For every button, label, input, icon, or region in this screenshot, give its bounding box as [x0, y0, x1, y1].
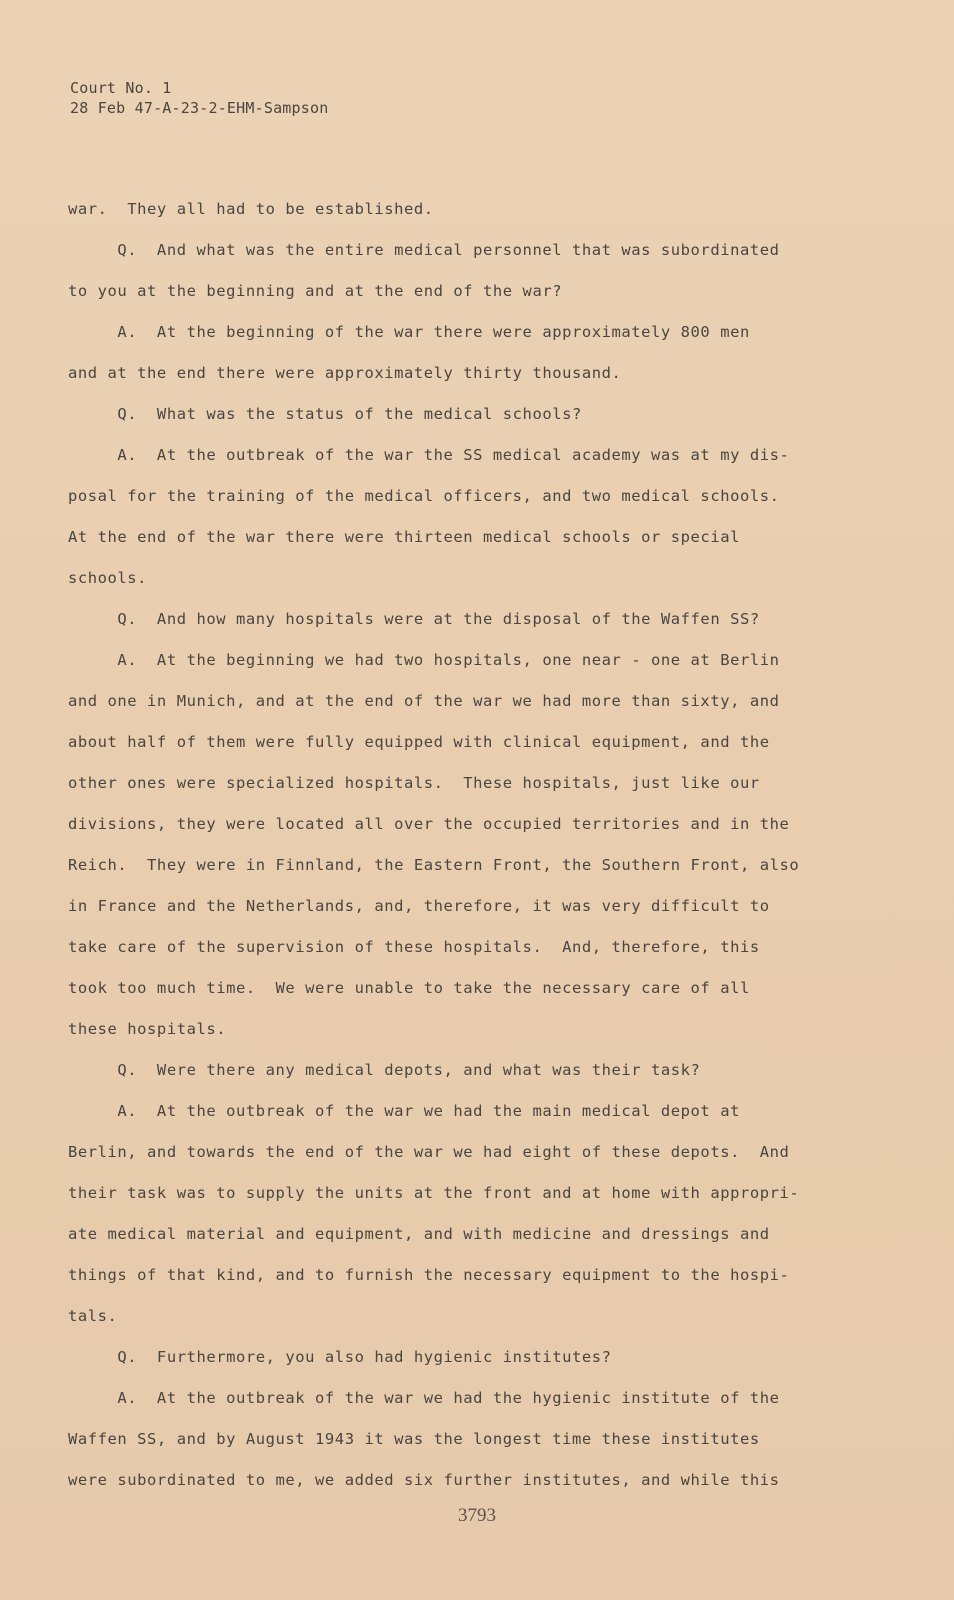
transcript-line: things of that kind, and to furnish the necessary equipment to the hospi-	[68, 1266, 790, 1284]
transcript-line: and at the end there were approximately thirty thousand.	[68, 364, 622, 382]
transcript-line: A. At the outbreak of the war the SS medical academy was at my dis-	[68, 446, 790, 464]
transcript-line: A. At the beginning we had two hospitals, one near - one at Berlin	[68, 651, 780, 669]
transcript-line: Berlin, and towards the end of the war we had eight of these depots. And	[68, 1143, 790, 1161]
transcript-line: about half of them were fully equipped with clinical equipment, and the	[68, 733, 770, 751]
transcript-line: Q. Furthermore, you also had hygienic institutes?	[68, 1348, 612, 1366]
transcript-line: other ones were specialized hospitals. These hospitals, just like our	[68, 774, 760, 792]
transcript-line: and one in Munich, and at the end of the war we had more than sixty, and	[68, 692, 780, 710]
transcript-line: in France and the Netherlands, and, therefore, it was very difficult to	[68, 897, 770, 915]
transcript-line: Q. And what was the entire medical personnel that was subordinated	[68, 241, 780, 259]
transcript-line: tals.	[68, 1307, 118, 1325]
transcript-line: Q. Were there any medical depots, and what was their task?	[68, 1061, 701, 1079]
document-header	[70, 78, 328, 118]
transcript-line: A. At the outbreak of the war we had the hygienic institute of the	[68, 1389, 780, 1407]
transcript-line: take care of the supervision of these hospitals. And, therefore, this	[68, 938, 760, 956]
page-number: 3793	[458, 1505, 496, 1526]
transcript-line: war. They all had to be established.	[68, 200, 434, 218]
transcript-line: A. At the outbreak of the war we had the main medical depot at	[68, 1102, 740, 1120]
transcript-line: to you at the beginning and at the end of the war?	[68, 282, 563, 300]
transcript-line: their task was to supply the units at the front and at home with appropri-	[68, 1184, 800, 1202]
document-reference: 28 Feb 47-A-23-2-EHM-Sampson	[70, 99, 329, 117]
transcript-line: Reich. They were in Finnland, the Eastern Front, the Southern Front, also	[68, 856, 800, 874]
transcript-line: Q. What was the status of the medical schools?	[68, 405, 582, 423]
transcript-line: posal for the training of the medical officers, and two medical schools.	[68, 487, 780, 505]
transcript-line: divisions, they were located all over the occupied territories and in the	[68, 815, 790, 833]
transcript-line: were subordinated to me, we added six further institutes, and while this	[68, 1471, 780, 1489]
transcript-line: ate medical material and equipment, and with medicine and dressings and	[68, 1225, 770, 1243]
transcript-line: Waffen SS, and by August 1943 it was the longest time these institutes	[68, 1430, 760, 1448]
transcript-line: schools.	[68, 569, 148, 587]
transcript-line: A. At the beginning of the war there were approximately 800 men	[68, 323, 750, 341]
transcript-line: these hospitals.	[68, 1020, 227, 1038]
court-number: Court No. 1	[70, 79, 172, 97]
transcript-line: took too much time. We were unable to take the necessary care of all	[68, 979, 750, 997]
transcript-line: At the end of the war there were thirteen medical schools or special	[68, 528, 740, 546]
transcript-line: Q. And how many hospitals were at the disposal of the Waffen SS?	[68, 610, 760, 628]
